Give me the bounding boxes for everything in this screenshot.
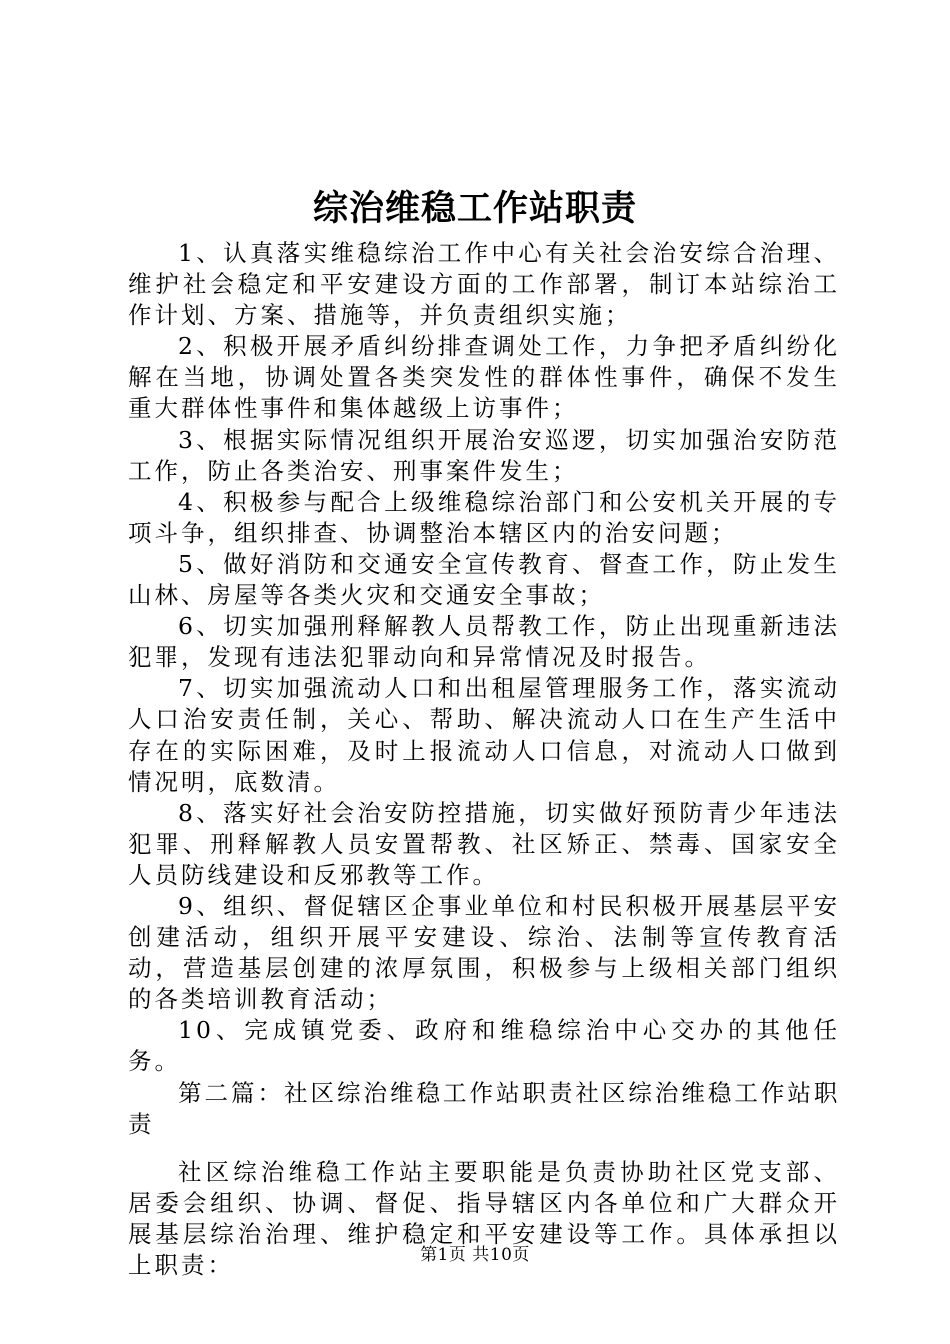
document-body: [128, 238, 840, 1281]
duty-item-5: 5、做好消防和交通安全宣传教育、督查工作，防止发生山林、房屋等各类火灾和交通安全事故；: [128, 549, 840, 610]
duty-item-6: 6、切实加强刑释解教人员帮教工作，防止出现重新违法犯罪，发现有违法犯罪动向和异常情况及时报告。: [128, 612, 840, 672]
section-2-heading: 第二篇：社区综治维稳工作站职责社区综治维稳工作站职责: [128, 1078, 840, 1138]
page-footer: [0, 1243, 950, 1267]
duty-item-10: 10、完成镇党委、政府和维稳综治中心交办的其他任务。: [128, 1016, 840, 1076]
duty-item-8: 8、落实好社会治安防控措施，切实做好预防青少年违法犯罪、刑释解教人员安置帮教、社区矫正、禁毒、国家安全人员防线建设和反邪教等工作。: [128, 798, 840, 889]
section-2-paragraph: 社区综治维稳工作站主要职能是负责协助社区党支部、居委会组织、协调、督促、指导辖区内各单位和广大群众开展基层综治治理、维护稳定和平安建设等工作。具体承担以上职责：: [128, 1157, 840, 1279]
duty-item-4: 4、积极参与配合上级维稳综治部门和公安机关开展的专项斗争，组织排查、协调整治本辖区内的治安问题；: [128, 487, 840, 547]
duty-item-1: 1、认真落实维稳综治工作中心有关社会治安综合治理、维护社会稳定和平安建设方面的工作部署，制订本站综治工作计划、方案、措施等，并负责组织实施；: [128, 239, 840, 330]
page-number-label: 第1页 共10页: [420, 1245, 530, 1265]
duty-item-7: 7、切实加强流动人口和出租屋管理服务工作，落实流动人口治安责任制，关心、帮助、解决流动人口在生产生活中存在的实际困难，及时上报流动人口信息，对流动人口做到情况明，底数清。: [128, 674, 840, 796]
duty-item-3: 3、根据实际情况组织开展治安巡逻，切实加强治安防范工作，防止各类治安、刑事案件发生；: [128, 425, 840, 485]
duty-item-2: 2、积极开展矛盾纠纷排查调处工作，力争把矛盾纠纷化解在当地，协调处置各类突发性的群体性事件，确保不发生重大群体性事件和集体越级上访事件；: [128, 332, 840, 423]
duty-item-9: 9、组织、督促辖区企事业单位和村民积极开展基层平安创建活动，组织开展平安建设、综治、法制等宣传教育活动，营造基层创建的浓厚氛围，积极参与上级相关部门组织的各类培训教育活动；: [128, 891, 840, 1014]
document-title: 综治维稳工作站职责: [312, 188, 637, 229]
